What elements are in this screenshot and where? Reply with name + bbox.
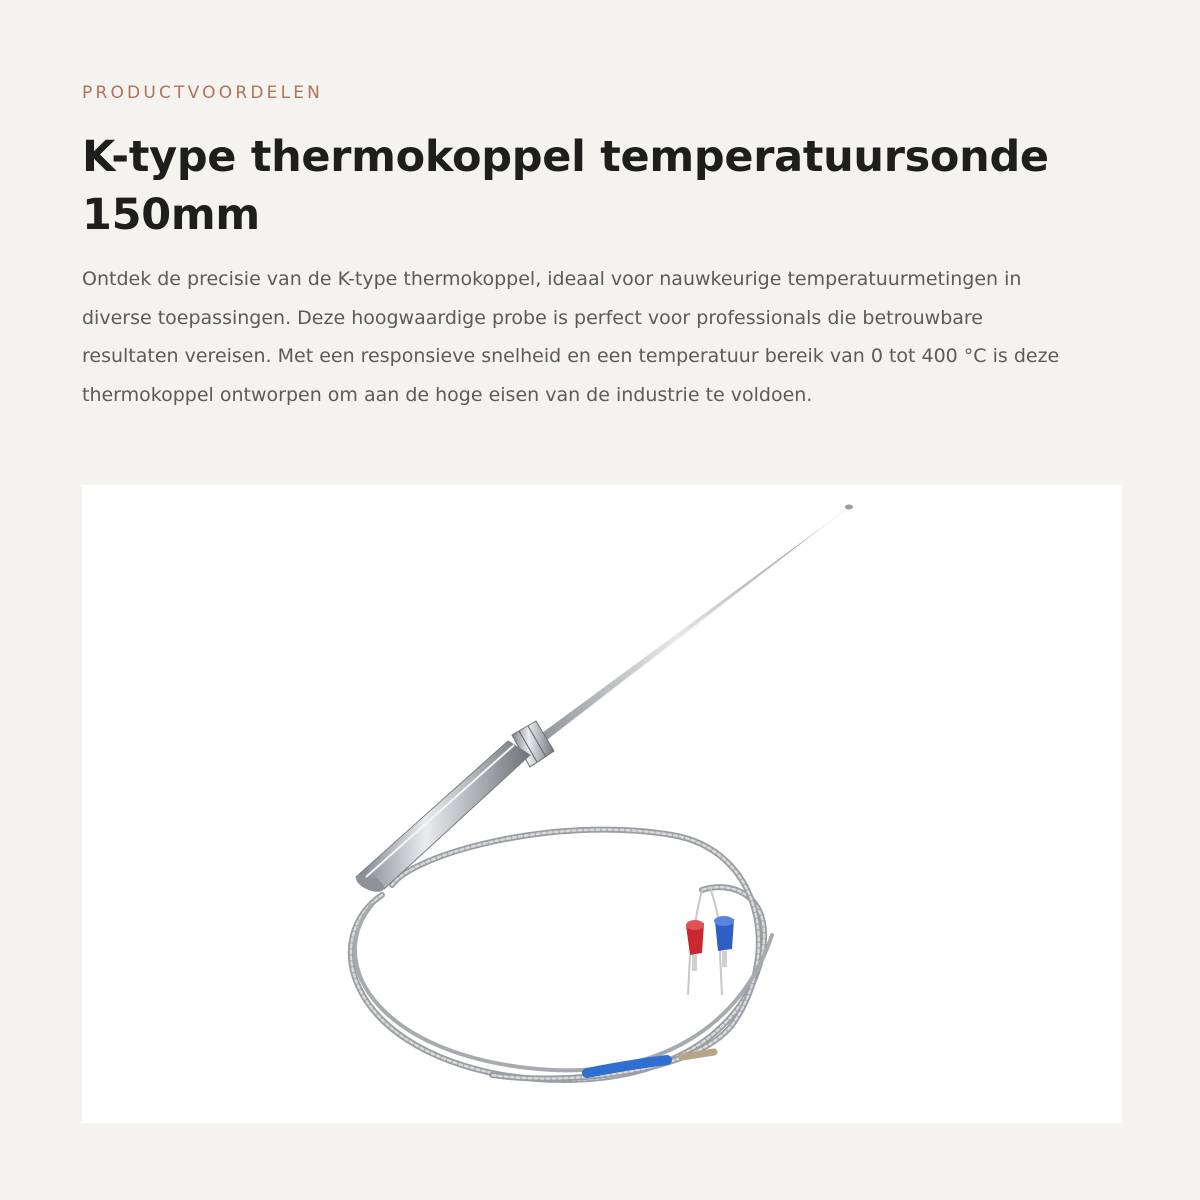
product-image-card [82,485,1122,1123]
product-description: Ontdek de precisie van de K-type thermokoppel, ideaal voor nauwkeurige temperatuurmetingen in diverse toepassingen. Deze hoogwaardige probe is perfect voor professionals die betrouwbare resultaten vereisen. Met een responsieve snelheid en een temperatuur bereik van 0 tot 400 °C is deze thermokoppel ontworpen om aan de hoge eisen van de industrie te voldoen. [82,268,1060,406]
probe-handle [356,741,530,889]
section-eyebrow: PRODUCTVOORDELEN [82,83,324,103]
product-benefits-section [82,0,1122,1200]
product-title: K-type thermokoppel temperatuursonde 150mm [82,132,1049,240]
braided-cable [351,830,772,1080]
connector-blue-icon [714,916,734,967]
thermocouple-probe-icon [82,485,1122,1123]
